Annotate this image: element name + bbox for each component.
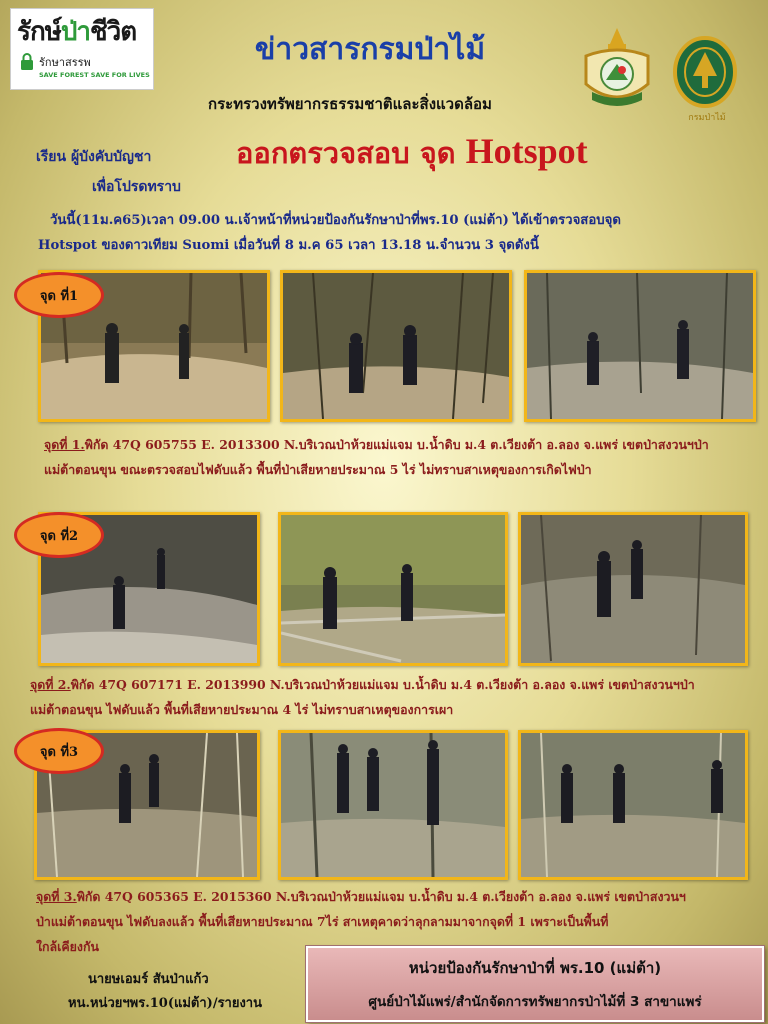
photo-point1-b bbox=[280, 270, 512, 422]
unit-organization: ศูนย์ป่าไม้แพร่/สำนักจัดการทรัพยากรป่าไม้ที่ 3 สาขาแพร่ bbox=[368, 994, 702, 1010]
description-point-1: จุดที่ 1.พิกัด 47Q 605755 E. 2013300 N.บริเวณป่าห้วยแม่แจม บ.น้ำดิบ ม.4 ต.เวียงต้า อ.ลอง จ.แพร่ เขตป่าสงวนฯป่า แม่ต้าตอนขุน ขณะตรวจสอบไฟดับแล้ว พื้นที่ป่าเสียหายประมาณ 5 ไร่ ไม่ทราบสาเหตุของการเกิดไฟป่า bbox=[44, 437, 709, 477]
photo-point3-b bbox=[278, 730, 508, 880]
photo-point2-c bbox=[518, 512, 748, 666]
intro-line-1: วันนี้(11ม.ค65)เวลา 09.00 น.เจ้าหน้าที่หน่วยป้องกันรักษาป่าที่พร.10 (แม่ต้า) ได้เข้าตรวจสอบจุด bbox=[50, 213, 621, 228]
description-point-3: จุดที่ 3.พิกัด 47Q 605365 E. 2015360 N.บริเวณป่าห้วยแม่แจม บ.น้ำดิบ ม.4 ต.เวียงต้า อ.ลอง จ.แพร่ เขตป่าสงวนฯ ป่าแม่ต้าตอนขุน ไฟดับลงแล้ว พื้นที่เสียหายประมาณ 7ไร่ สาเหตุคาดว่าลุกลามมาจากจุดที่ 1 เพราะเป็นพื้นที่ ใกล้เคียงกัน bbox=[36, 889, 686, 954]
headline: ออกตรวจสอบ จุด Hotspot bbox=[236, 131, 588, 171]
logo-wordmark: รักษ์ป่าชีวิต bbox=[17, 17, 137, 47]
page-title: ข่าวสารกรมป่าไม้ bbox=[254, 32, 486, 67]
photo-point1-c bbox=[524, 270, 756, 422]
signature-name: นายษเอมร์ สันป่าแก้ว bbox=[88, 972, 209, 987]
signature-position: หน.หน่วยฯพร.10(แม่ต้า)/รายงาน bbox=[68, 996, 262, 1011]
emblem-caption: กรมป่าไม้ bbox=[688, 113, 726, 123]
lock-icon bbox=[19, 53, 35, 71]
logo-subtitle: รักษาสรรพ bbox=[39, 56, 91, 69]
description-point-2: จุดที่ 2.พิกัด 47Q 607171 E. 2013990 N.บริเวณป่าห้วยแม่แจม บ.น้ำดิบ ม.4 ต.เวียงต้า อ.ลอง จ.แพร่ เขตป่าสงวนฯป่า แม่ต้าตอนขุน ไฟดับแล้ว พื้นที่เสียหายประมาณ 4 ไร่ ไม่ทราบสาเหตุของการเผา bbox=[30, 677, 695, 717]
ministry-emblem-icon bbox=[578, 26, 656, 114]
photo-point2-b bbox=[278, 512, 508, 666]
forest-department-emblem-icon bbox=[670, 36, 740, 120]
salutation-purpose: เพื่อโปรดทราบ bbox=[92, 179, 181, 195]
headline-hotspot: Hotspot bbox=[465, 131, 588, 171]
save-forest-logo bbox=[10, 8, 154, 90]
logo-slogan: SAVE FOREST SAVE FOR LIVES bbox=[39, 71, 150, 79]
badge-point-1: จุด ที่1 bbox=[14, 272, 104, 318]
salutation: เรียน ผู้บังคับบัญชา bbox=[36, 149, 152, 165]
badge-point-3: จุด ที่3 bbox=[14, 728, 104, 774]
badge-point-2: จุด ที่2 bbox=[14, 512, 104, 558]
ministry-name: กระทรวงทรัพยากรธรรมชาติและสิ่งแวดล้อม bbox=[208, 95, 492, 113]
photo-point3-c bbox=[518, 730, 748, 880]
unit-info-box bbox=[306, 946, 764, 1022]
intro-line-2: Hotspot ของดาวเทียม Suomi เมื่อวันที่ 8 ม.ค 65 เวลา 13.18 น.จำนวน 3 จุดดังนี้ bbox=[38, 238, 539, 253]
unit-name: หน่วยป้องกันรักษาป่าที่ พร.10 (แม่ต้า) bbox=[408, 959, 662, 977]
